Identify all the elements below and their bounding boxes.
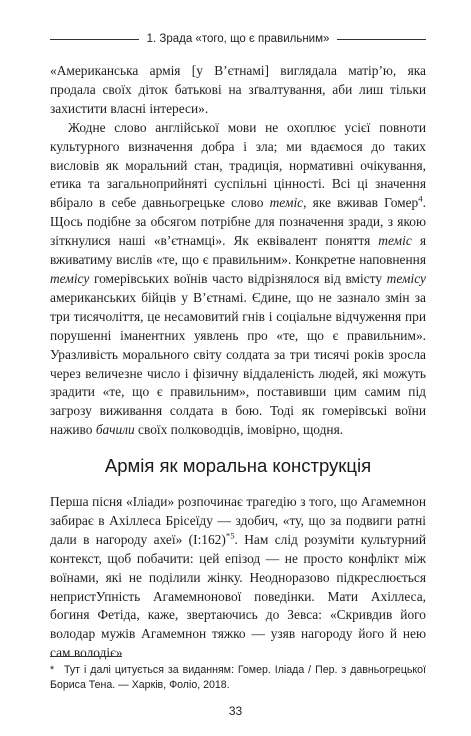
footnote-text: Тут і далі цитується за виданням: Гомер. Іліада / Пер. з давньогрецької Бориса Тена. — Харків, Фоліо, 2018.	[50, 664, 426, 691]
themis-paragraph: Жодне слово англійської мови не охоплює усієї повноти культурного визначення добра і зла; ми вдаємося до таких висловів як моральний стан, традиція, нормативні очікування, етика та загальноприйняті суспільні цінності. Всі ці значення вбірало в себе давньогрецьке слово теміс, яке вживав Гомер$^4$. Щось подібне за обсягом потрібне для позначення зради, з якою зіткнулися наші «в’єтнамці». Як еквівалент поняття теміс я вживатиму вислів «те, що є правильним». Конкретне наповнення темісу гомерівських воїнів часто відрізнялося від вмісту темісу американських бійців у В’єтнамі. Єдине, що не зазнало змін за три тисячоліття, це несамовитий гнів і соціальне відчуження при порушенні іманентних уявлень про «те, що є правильним». Уразливість морального світу солдата за три тисячі років зросла через величезне число і фізичну віддаленість людей, які можуть зрадити «те, що є правильним», поставивши цим самим під загрозу виживання солдата в бою. Тоді як гомерівські воїни наживо бачили своїх полководців, імовірно, щодня.	[50, 119, 426, 438]
themis-term: теміс	[269, 195, 304, 211]
quote-paragraph: «Американська армія [у В’єтнамі] виглядала матір’ю, яка продала своїх діток батькові на зґвалтування, аби лиш тільки захистити власні інтереси».	[50, 63, 426, 116]
running-head-rule-right	[337, 39, 426, 40]
footnote-ref-5: *5	[225, 530, 235, 541]
running-head-title: 1. Зрада «того, що є правильним»	[146, 33, 330, 45]
footnote-mark: *	[50, 664, 55, 676]
footnote-rule	[50, 656, 122, 657]
footnote	[50, 663, 426, 693]
footnote-ref-4: 4	[418, 193, 423, 204]
section-heading: Армія як моральна конструкція	[104, 455, 372, 476]
page-number: 33	[228, 704, 243, 718]
themis-term: темісу	[50, 270, 90, 286]
body-text-top	[50, 62, 426, 440]
themis-term: темісу	[386, 270, 426, 286]
running-head	[50, 33, 426, 45]
running-head-rule-left	[50, 39, 139, 40]
themis-term: теміс	[378, 233, 412, 249]
iliad-paragraph: Перша пісня «Іліади» розпочинає трагедію з того, що Агамемнон забирає в Ахіллеса Брісеїду — здобич, «ту, що за подвиги ратні дали в нагороду ахеї» (I:162)$^{*5}$. Нам слід розуміти культурний контекст, щоб побачити: цей епізод — не просто конфлікт між воїнами, які не поділили жінку. Неодноразово підкреслюється непристУпність Агамемнонової поведінки. Мати Ахіллеса, богиня Фетіда, каже, звертаючись до Зевса: «Скривдив його володар мужів Агамемнон тяжко — узяв нагороду його й нею сам володіє»	[50, 494, 426, 661]
emphasis-saw: бачили	[95, 422, 135, 438]
body-text-bottom	[50, 493, 426, 663]
